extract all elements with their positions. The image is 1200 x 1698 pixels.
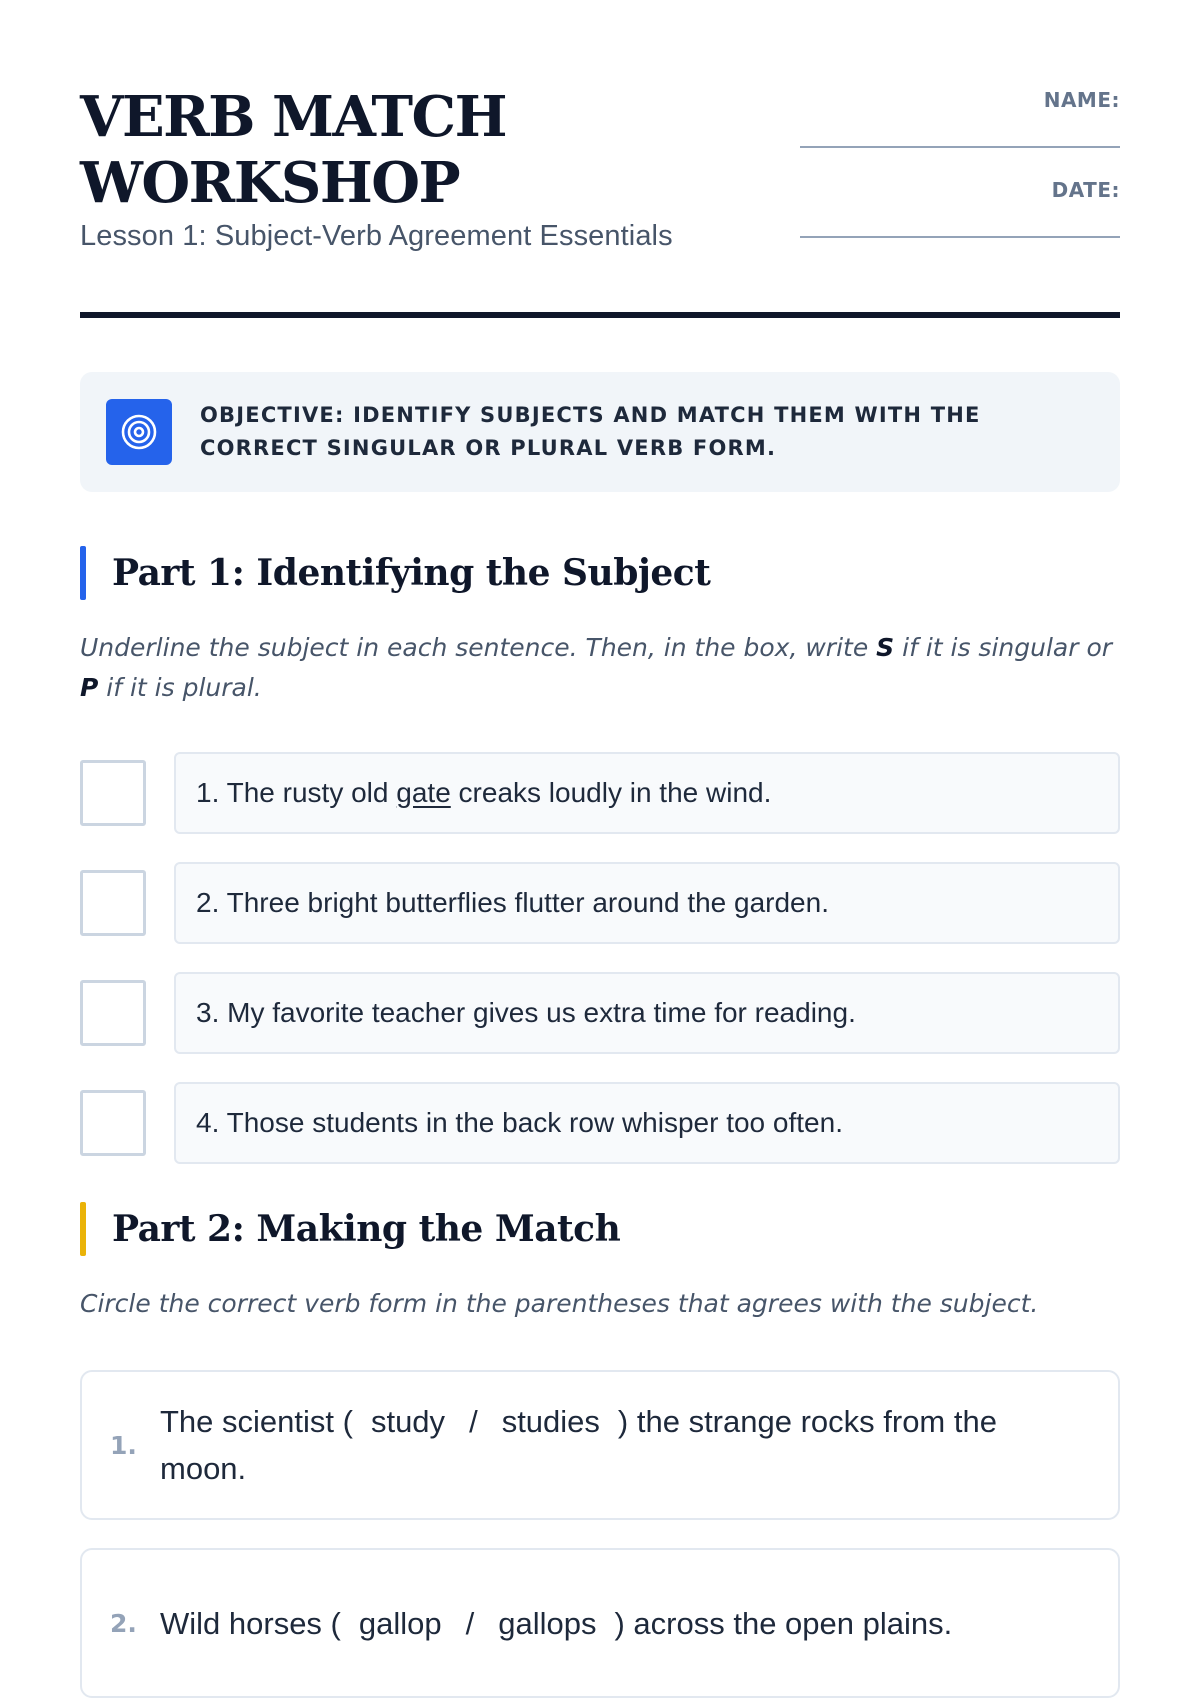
part1-instructions-c: if it is plural.	[98, 673, 262, 702]
match-card	[80, 1370, 1120, 1520]
sentence: 4. Those students in the back row whisper too often.	[174, 1082, 1120, 1164]
sentence: 2. Three bright butterflies flutter around the garden.	[174, 862, 1120, 944]
part1-accent-bar	[80, 546, 86, 600]
title-block	[80, 80, 740, 253]
option-divider: /	[465, 1605, 475, 1641]
item-number: 2.	[110, 1608, 137, 1638]
match-card	[80, 1548, 1120, 1698]
sentence-pre: 1. The rusty old	[196, 777, 397, 808]
underlined-subject: gate	[396, 777, 451, 808]
part1-heading	[80, 546, 1120, 600]
answer-box[interactable]	[80, 980, 146, 1046]
name-label: NAME:	[1043, 88, 1120, 112]
match-sentence	[160, 1600, 952, 1647]
singular-marker: S	[876, 633, 895, 662]
part2-heading	[80, 1202, 1120, 1256]
verb-option-singular[interactable]: study	[370, 1404, 446, 1439]
sentence-pre: The scientist (	[160, 1404, 353, 1439]
part2-items	[80, 1370, 1120, 1698]
title-line-1: VERB MATCH	[80, 84, 507, 150]
part2-instructions: Circle the correct verb form in the parentheses that agrees with the subject.	[80, 1289, 1039, 1318]
verb-option-plural[interactable]: studies	[501, 1404, 600, 1439]
list-item	[80, 752, 1120, 834]
student-fields	[800, 80, 1120, 268]
sentence-post: ) across the open plains.	[614, 1605, 953, 1641]
header	[80, 80, 1120, 268]
title-line-2: WORKSHOP	[80, 150, 460, 216]
page-subtitle: Lesson 1: Subject-Verb Agreement Essentials	[80, 220, 673, 252]
part1-instructions-a: Underline the subject in each sentence. Then, in the box, write	[80, 633, 877, 662]
answer-box[interactable]	[80, 1090, 146, 1156]
item-number: 1.	[110, 1430, 137, 1460]
sentence-post: ) the strange rocks from the moon.	[160, 1404, 997, 1486]
option-divider: /	[469, 1404, 478, 1439]
part2-title: Part 2: Making the Match	[112, 1208, 621, 1250]
verb-option-plural[interactable]: gallop	[358, 1605, 442, 1641]
target-icon	[106, 399, 172, 465]
sentence-pre: Wild horses (	[160, 1605, 341, 1641]
part1-title: Part 1: Identifying the Subject	[112, 552, 711, 594]
plural-marker: P	[80, 673, 99, 702]
sentence: 3. My favorite teacher gives us extra time for reading.	[174, 972, 1120, 1054]
verb-option-singular[interactable]: gallops	[498, 1605, 597, 1641]
sentence	[174, 752, 1120, 834]
page-title	[80, 80, 740, 216]
answer-box[interactable]	[80, 760, 146, 826]
match-sentence	[160, 1398, 1078, 1492]
part2-accent-bar	[80, 1202, 86, 1256]
list-item	[80, 862, 1120, 944]
name-field	[800, 88, 1120, 148]
name-line[interactable]	[800, 118, 1120, 148]
sentence-post: creaks loudly in the wind.	[450, 777, 772, 808]
date-label: DATE:	[1051, 178, 1120, 202]
header-divider	[80, 312, 1120, 318]
list-item	[80, 972, 1120, 1054]
list-item	[80, 1082, 1120, 1164]
date-field	[800, 178, 1120, 238]
part1-items	[80, 752, 1120, 1164]
objective-box	[80, 372, 1120, 492]
objective-text: OBJECTIVE: IDENTIFY SUBJECTS AND MATCH THEM WITH THE CORRECT SINGULAR OR PLURAL VERB FORM.	[200, 403, 981, 460]
part1-instructions	[80, 628, 1120, 708]
answer-box[interactable]	[80, 870, 146, 936]
date-line[interactable]	[800, 208, 1120, 238]
part1-instructions-b: if it is singular or	[894, 633, 1113, 662]
